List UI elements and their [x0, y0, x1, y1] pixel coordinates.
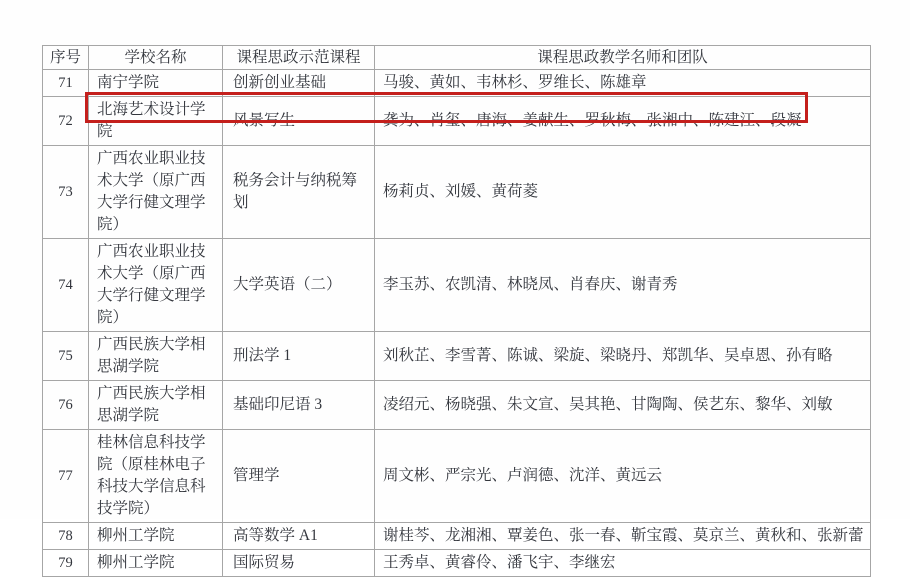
cell-row-number: 78: [43, 523, 89, 550]
table-row: [43, 550, 871, 577]
cell-course-name: 创新创业基础: [223, 70, 375, 97]
cell-course-name: 大学英语（二）: [223, 239, 375, 332]
table-header-row: [43, 46, 871, 70]
cell-row-number: 74: [43, 239, 89, 332]
cell-row-number: 77: [43, 430, 89, 523]
table-row-highlighted: [43, 97, 871, 146]
table-body: [43, 70, 871, 577]
cell-teacher-team: 刘秋芷、李雪菁、陈诚、梁旋、梁晓丹、郑凯华、吴卓恩、孙有略: [375, 332, 871, 381]
cell-teacher-team: 龚为、肖玺、唐海、姜献生、罗秋梅、张湘中、陈建江、段凝: [375, 97, 871, 146]
table-row: [43, 430, 871, 523]
cell-school-name: 广西民族大学相思湖学院: [89, 381, 223, 430]
cell-row-number: 73: [43, 146, 89, 239]
cell-teacher-team: 周文彬、严宗光、卢润德、沈洋、黄远云: [375, 430, 871, 523]
header-school: 学校名称: [89, 46, 223, 70]
cell-teacher-team: 凌绍元、杨晓强、朱文宣、吴其艳、甘陶陶、侯艺东、黎华、刘敏: [375, 381, 871, 430]
cell-course-name: 风景写生: [223, 97, 375, 146]
cell-course-name: 刑法学 1: [223, 332, 375, 381]
cell-teacher-team: 杨莉贞、刘媛、黄荷菱: [375, 146, 871, 239]
cell-course-name: 税务会计与纳税筹划: [223, 146, 375, 239]
table-row: [43, 381, 871, 430]
course-table: [42, 45, 871, 577]
header-no: 序号: [43, 46, 89, 70]
header-team: 课程思政教学名师和团队: [375, 46, 871, 70]
cell-teacher-team: 马骏、黄如、韦林杉、罗维长、陈雄章: [375, 70, 871, 97]
cell-school-name: 北海艺术设计学院: [89, 97, 223, 146]
cell-course-name: 管理学: [223, 430, 375, 523]
cell-school-name: 广西民族大学相思湖学院: [89, 332, 223, 381]
cell-teacher-team: 李玉苏、农凯清、林晓凤、肖春庆、谢青秀: [375, 239, 871, 332]
table-row: [43, 523, 871, 550]
cell-school-name: 南宁学院: [89, 70, 223, 97]
cell-school-name: 柳州工学院: [89, 523, 223, 550]
cell-school-name: 广西农业职业技术大学（原广西大学行健文理学院）: [89, 146, 223, 239]
cell-row-number: 72: [43, 97, 89, 146]
cell-teacher-team: 谢桂芩、龙湘湘、覃姜色、张一春、靳宝霞、莫京兰、黄秋和、张新蕾: [375, 523, 871, 550]
cell-row-number: 76: [43, 381, 89, 430]
cell-row-number: 75: [43, 332, 89, 381]
cell-school-name: 广西农业职业技术大学（原广西大学行健文理学院）: [89, 239, 223, 332]
cell-course-name: 高等数学 A1: [223, 523, 375, 550]
table-row: [43, 239, 871, 332]
table-row: [43, 70, 871, 97]
cell-school-name: 柳州工学院: [89, 550, 223, 577]
cell-school-name: 桂林信息科技学院（原桂林电子科技大学信息科技学院）: [89, 430, 223, 523]
cell-course-name: 基础印尼语 3: [223, 381, 375, 430]
table-row: [43, 332, 871, 381]
header-course: 课程思政示范课程: [223, 46, 375, 70]
cell-course-name: 国际贸易: [223, 550, 375, 577]
cell-row-number: 71: [43, 70, 89, 97]
table-row: [43, 146, 871, 239]
cell-row-number: 79: [43, 550, 89, 577]
cell-teacher-team: 王秀卓、黄睿伶、潘飞宇、李继宏: [375, 550, 871, 577]
